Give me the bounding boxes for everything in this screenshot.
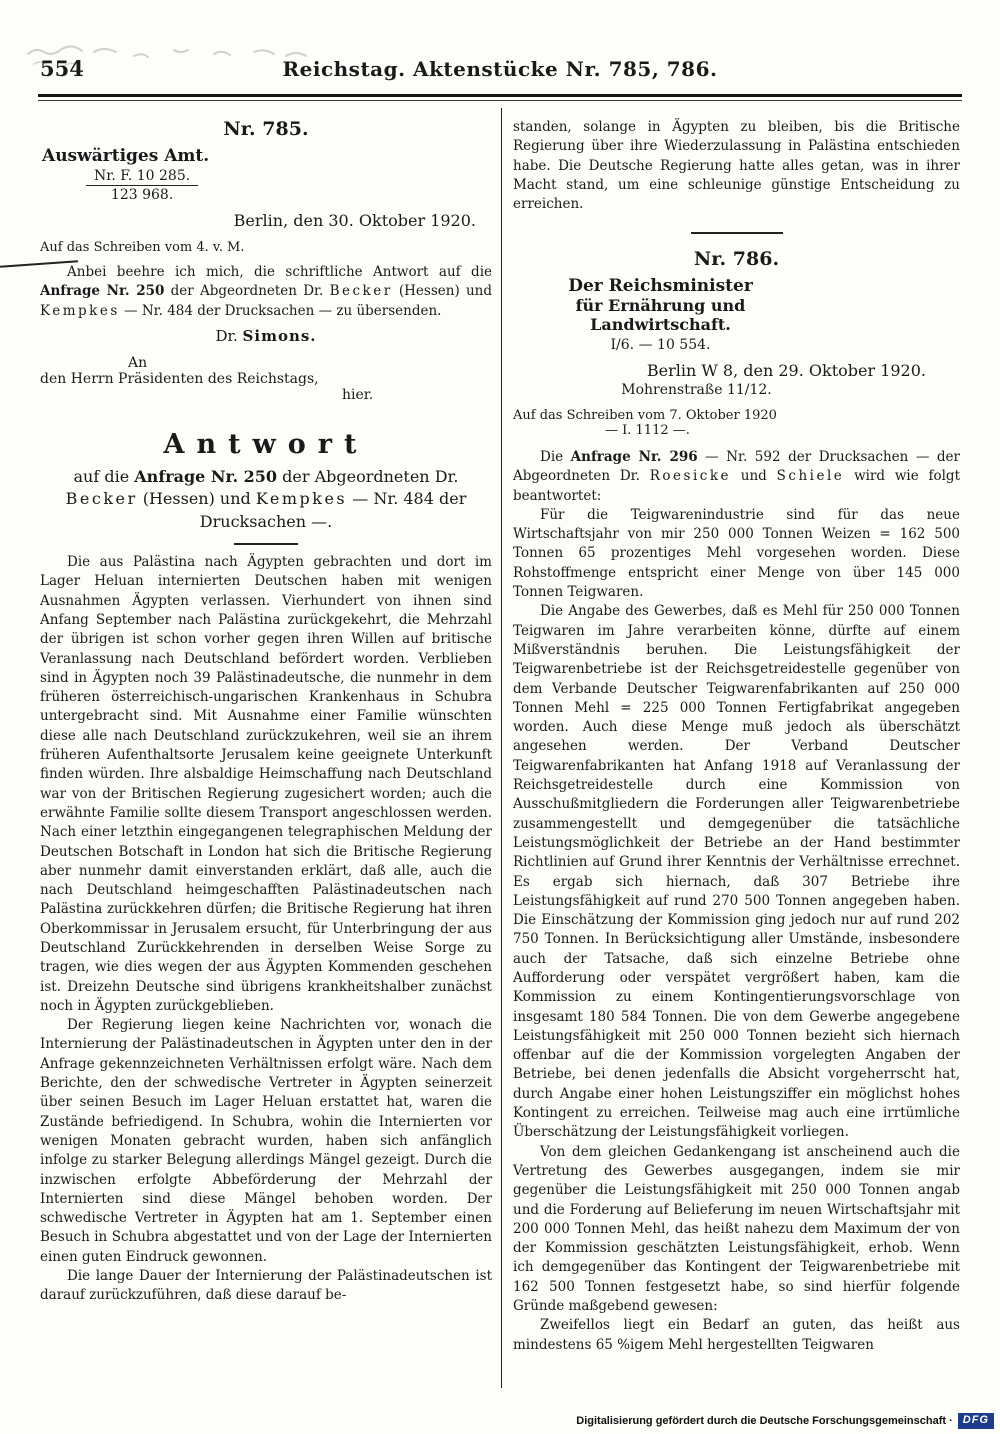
subtitle-mid1: der Abgeordneten Dr. <box>277 466 459 486</box>
doc786-paragraph-4: Zweifellos liegt ein Bedarf an guten, das heißt aus mindestens 65 %igem Mehl hergestellten Teigwaren <box>513 1317 960 1353</box>
doc785-address-block <box>40 355 492 403</box>
subtitle-name-kempkes: Kempkes <box>255 489 348 509</box>
doc785-subject-line: Auf das Schreiben vom 4. v. M. <box>40 240 245 255</box>
doc786-sender-block <box>513 276 808 334</box>
left-column <box>40 108 501 1388</box>
header-rule-thin <box>38 100 962 101</box>
letter-text-mid1: der Abgeordneten Dr. <box>164 283 330 300</box>
doc786-intro-paragraph <box>513 448 960 506</box>
subtitle-bold-anfrage: Anfrage Nr. 250 <box>134 466 278 486</box>
letter-bold-anfrage: Anfrage Nr. 250 <box>40 283 165 300</box>
letter-text-post: — Nr. 484 der Drucksachen — zu übersenden. <box>119 302 442 319</box>
two-column-body <box>40 108 960 1388</box>
doc785-agency-name: Auswärtiges Amt. <box>42 146 210 166</box>
doc785-heading: Nr. 785. <box>223 118 309 140</box>
subtitle-mid2: (Hessen) und <box>137 489 256 509</box>
answer-subtitle <box>40 466 492 533</box>
subtitle-post: — Nr. 484 der Drucksachen —. <box>199 489 467 531</box>
subtitle-pre: auf die <box>73 466 135 486</box>
doc786-subject-line2: — I. 1112 —. <box>605 422 690 438</box>
address-salutation: An <box>128 354 148 371</box>
intro-post: wird wie folgt beantwortet: <box>513 468 960 504</box>
header-rule-thick <box>38 94 962 97</box>
answer-paragraph-3: Die lange Dauer der Internierung der Palästinadeutschen ist darauf zurückzuführen, daß diese darauf be- <box>40 1268 492 1304</box>
intro-pre: Die <box>540 448 571 465</box>
answer-paragraph-1: Die aus Palästina nach Ägypten gebrachten und dort im Lager Heluan internierten Deutschen haben mit wenigen Ausnahmen Ägypten verlassen. Vierhundert von ihnen sind Anfang September nach Palästina zurückgekehrt, die Mehrzahl der übrigen ist schon vorher gegen ihren Willen auf britische Veranlassung nach Deutschland befördert worden. Verblieben sind in Ägypten noch 39 Palästinadeutsche, die nunmehr in dem früheren österreichisch-ungarischen Krankenhaus in Schubra untergebracht sind. Mit Ausnahme einer Familie wünschten diese alle nach Deutschland zurückzukehren, weil sie an ihrem früheren Aufenthaltsorte Jerusalem keine geeignete Unterkunft finden würden. Ihre alsbaldige Heimschaffung nach Deutschland war von der Britischen Regierung zugesichert worden; auch die erwähnte Familie sollte diesem Transport angeschlossen werden. Nach einer letzthin eingegangenen telegraphischen Meldung der Deutschen Botschaft in London hat sich die Britische Regierung aber nunmehr damit einverstanden erklärt, daß alle, auch die nach Deutschland heimgeschafften Palästinadeutschen nach Palästina zurückkehren dürfen; die Britische Regierung hat ihren Oberkommissar in Jerusalem ersucht, für Unterbringung der aus Deutschland Zurückkehrenden in derselben Weise Sorge zu tragen, wie dies wegen der aus Ägypten Kommenden geschehen ist. Dreizehn Deutsche sind übrigens krankheitshalber zunächst noch in Ägypten zurückgeblieben. <box>40 554 492 1014</box>
doc786-subject-line1: Auf das Schreiben vom 7. Oktober 1920 <box>513 407 777 423</box>
answer-paragraph-2: Der Regierung liegen keine Nachrichten vor, wonach die Internierung der Palästinadeutschen in Ägypten unter den in der Anfrage gekennzeichneten Verhältnissen erfolgt wäre. Nach dem Berichte, den der schwedische Vertreter in Ägypten seinerzeit über seinen Besuch im Lager Heluan erstattet hat, waren die Zustände befriedigend. In Schubra, wohin die Internierten vor wenigen Monaten gebracht wurden, haben sich anfänglich infolge zu starker Belegung allerdings Mängel gezeigt. Durch die inzwischen erfolgte Abbeförderung der Mehrzahl der Internierten sind diese Mängel behoben worden. Der schwedische Vertreter in Ägypten hat am 1. September einen Besuch in Schubra abgestattet und von der Lage der Internierten einen guten Eindruck gewonnen. <box>40 1017 492 1265</box>
address-place: hier. <box>342 386 374 403</box>
deputy-name-roesicke: Roesicke <box>649 468 731 485</box>
doc786-paragraph-2: Die Angabe des Gewerbes, daß es Mehl für 250 000 Tonnen Teigwaren im Jahre verarbeiten könne, dürfte auf einem Mißverständnis beruhen. Die Leistungsfähigkeit der Teigwarenbetriebe ist der Reichsgetreidestelle gegenüber von dem Verbande Deutscher Teigwarenfabrikanten auf 250 000 Tonnen Mehl = 225 000 Tonnen Fertigfabrikat angegeben worden. Auch diese Menge muß jedoch als überschätzt angesehen werden. Der Verband Deutscher Teigwarenfabrikanten hat Anfang 1918 auf Veranlassung der Reichsgetreidestelle durch eine Kommission von Ausschußmitgliedern die Forderungen aller Teigwarenbetriebe zusammengestellt und demgegenüber die tatsächliche Leistungsmöglichkeit der Betriebe an der Hand bestimmter Richtlinien auf Grund ihrer Kenntnis der Verhältnisse errechnet. Es ergab sich hiernach, daß 307 Betriebe ihre Leistungsfähigkeit auf rund 270 500 Tonnen angegeben haben. Die Einschätzung der Kommission ging jedoch nur auf rund 202 750 Tonnen. In Berücksichtigung aller Umstände, insbesondere auch der Tatsache, daß sich einzelne Betriebe ohne Aufforderung oder verspätet vergrößert haben, kam die Kommission zu einem Kontingentierungsvorschlage von insgesamt 180 584 Tonnen. Die von dem Gewerbe angegebene Leistungsfähigkeit mit 250 000 Tonnen bezieht sich hiernach offenbar auf die der Kommission vorgelegten Angaben der Betriebe, bei denen jedenfalls die Absicht vorgeherrscht hat, durch Angabe einer hohen Leistungsziffer ein möglichst hohes Kontingent zu erreichen. Teilweise mag auch eine irrtümliche Überschätzung der Leistungsfähigkeit vorliegen. <box>513 603 960 1141</box>
doc786-paragraph-3: Von dem gleichen Gedankengang ist anscheinend auch die Vertretung des Gewerbes ausgegangen, indem sie mir gegenüber die Leistungsfähigkeit mit 250 000 Tonnen angab und die Forderung auf Belieferung im neuen Wirtschaftsjahr mit 200 000 Tonnen Mehl, das heißt nahezu dem Maximum der von der Kommission geschätzten Leistungsfähigkeit, erhob. Wenn ich demgegenüber das Kontingent der Teigwarenbetriebe mit 162 500 Tonnen festgesetzt habe, so sind hierfür folgende Gründe maßgebend gewesen: <box>513 1143 960 1315</box>
document-divider-rule <box>691 232 783 234</box>
deputy-name-kempkes: Kempkes <box>40 302 120 319</box>
minister-title-line1: Der Reichsminister <box>568 275 753 296</box>
intro-bold-anfrage: Anfrage Nr. 296 <box>570 448 698 465</box>
intro-mid2: und <box>731 468 777 485</box>
file-ref-denominator: 123 968. <box>110 187 174 203</box>
running-head-title: Reichstag. Aktenstücke Nr. 785, 786. <box>282 57 718 81</box>
deputy-name-becker: Becker <box>329 283 393 300</box>
right-column <box>501 108 960 1388</box>
answer-continuation-paragraph: standen, solange in Ägypten zu bleiben, bis die Britische Regierung über ihre Wiederzulassung in Palästina entschieden habe. Die Deutsche Regierung hatte alles getan, was in ihrer Macht stand, um eine schleunige günstige Entscheidung zu erreichen. <box>513 119 960 213</box>
dfg-logo: DFG <box>958 1413 994 1429</box>
doc786-file-reference: I/6. — 10 554. <box>610 336 711 353</box>
doc786-paragraph-1: Für die Teigwarenindustrie sind für das neue Wirtschaftsjahr von mir 250 000 Tonnen Weizen = 162 500 Tonnen 65 prozentiges Mehl vorgesehen worden. Diese Rohstoffmenge entspricht einer Menge von über 145 000 Tonnen Teigwaren. <box>513 506 960 601</box>
doc786-heading: Nr. 786. <box>693 247 780 270</box>
doc785-file-reference <box>86 168 198 203</box>
digitization-footer <box>576 1413 994 1429</box>
doc785-dateline: Berlin, den 30. Oktober 1920. <box>233 211 476 230</box>
letter-text-pre: Anbei beehre ich mich, die schriftliche Antwort auf die <box>67 264 492 280</box>
intro-mid1: — Nr. 592 der Drucksachen — der Abgeordneten Dr. <box>513 448 960 485</box>
page-number: 554 <box>40 56 84 81</box>
deputy-name-schiele: Schiele <box>776 468 845 485</box>
page-header <box>40 56 960 81</box>
file-ref-numerator: Nr. F. 10 285. <box>86 168 198 186</box>
digitization-credit-text: Digitalisierung gefördert durch die Deutsche Forschungsgemeinschaft · <box>576 1415 953 1427</box>
doc785-letter-paragraph <box>40 263 492 321</box>
answer-title: Antwort <box>163 428 369 460</box>
section-divider-rule <box>234 543 298 545</box>
doc785-signature <box>40 327 492 345</box>
subtitle-name-becker: Becker <box>65 489 138 509</box>
signature-name: Simons. <box>242 326 317 345</box>
letter-text-mid2: (Hessen) und <box>392 283 493 300</box>
address-recipient: den Herrn Präsidenten des Reichstags, <box>40 370 319 387</box>
minister-title-line2: für Ernährung und Landwirtschaft. <box>575 295 746 334</box>
doc786-dateline: Berlin W 8, den 29. Oktober 1920. <box>646 360 926 380</box>
signature-prefix: Dr. <box>215 326 243 345</box>
doc786-street-address: Mohrenstraße 11/12. <box>621 381 772 398</box>
